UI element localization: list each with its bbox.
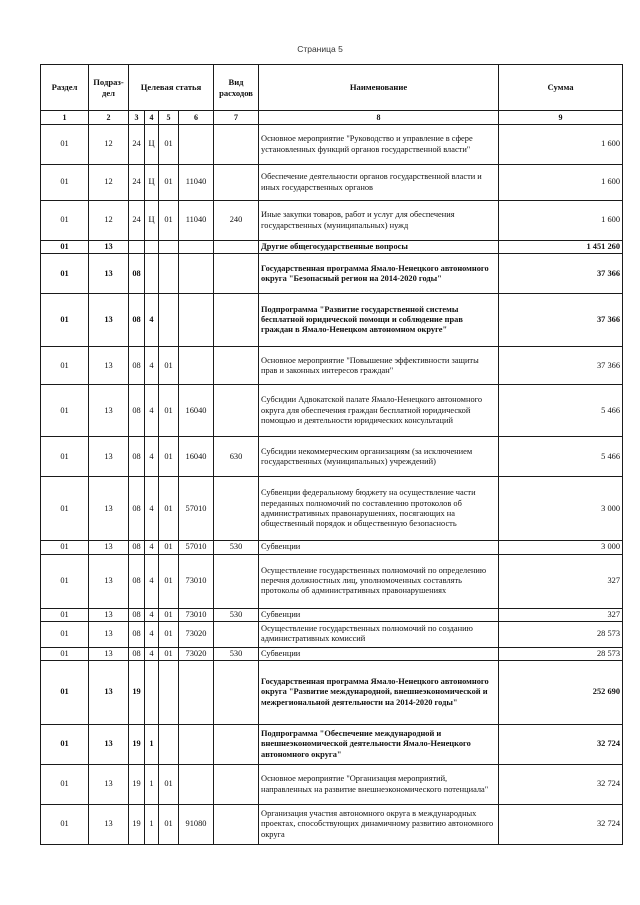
cell-razdel: 01 — [41, 437, 89, 477]
cell-expense-type — [214, 765, 259, 805]
cell-name: Другие общегосударственные вопросы — [259, 241, 499, 254]
cell-subprogram: 1 — [145, 805, 159, 845]
table-row — [41, 805, 623, 845]
cell-expense-type — [214, 554, 259, 608]
cell-razdel: 01 — [41, 647, 89, 660]
cell-program: 24 — [129, 125, 145, 165]
cell-razdel: 01 — [41, 385, 89, 437]
cell-subprogram: Ц — [145, 165, 159, 201]
cell-sum: 1 600 — [499, 201, 623, 241]
header-sum: Сумма — [499, 65, 623, 111]
cell-event: 01 — [159, 608, 179, 621]
cell-sum: 327 — [499, 608, 623, 621]
cell-program: 08 — [129, 385, 145, 437]
cell-name: Обеспечение деятельности органов государственной власти и иных государственных органов — [259, 165, 499, 201]
cell-event: 01 — [159, 437, 179, 477]
cell-sum: 3 000 — [499, 541, 623, 554]
table-row — [41, 437, 623, 477]
cell-subprogram: 4 — [145, 621, 159, 647]
cell-razdel: 01 — [41, 621, 89, 647]
cell-razdel: 01 — [41, 165, 89, 201]
column-number: 8 — [259, 111, 499, 125]
table-row — [41, 554, 623, 608]
cell-program — [129, 241, 145, 254]
cell-program: 08 — [129, 254, 145, 294]
cell-name: Субсидии Адвокатской палате Ямало-Ненецкого автономного округа для обеспечения граждан бесплатной юридической помощью и деятельности юридических консультаций — [259, 385, 499, 437]
column-number-row — [41, 111, 623, 125]
column-number: 7 — [214, 111, 259, 125]
cell-program: 08 — [129, 608, 145, 621]
cell-razdel: 01 — [41, 725, 89, 765]
cell-podrazdel: 13 — [89, 294, 129, 347]
cell-expense-type — [214, 165, 259, 201]
cell-expense-type — [214, 621, 259, 647]
cell-program: 08 — [129, 554, 145, 608]
cell-name: Субвенции — [259, 541, 499, 554]
cell-name: Основное мероприятие "Организация мероприятий, направленных на развитие внешнеэкономического потенциала" — [259, 765, 499, 805]
cell-name: Государственная программа Ямало-Ненецкого автономного округа "Развитие международной, внешнеэкономической и межрегиональной деятельности на 2014-2020 годы" — [259, 661, 499, 725]
cell-subprogram: 4 — [145, 477, 159, 541]
cell-event — [159, 661, 179, 725]
cell-sum: 1 600 — [499, 125, 623, 165]
cell-podrazdel: 12 — [89, 201, 129, 241]
cell-event: 01 — [159, 477, 179, 541]
table-row — [41, 725, 623, 765]
cell-direction: 91080 — [179, 805, 214, 845]
table-row — [41, 765, 623, 805]
cell-subprogram: 4 — [145, 608, 159, 621]
cell-podrazdel: 13 — [89, 437, 129, 477]
cell-event: 01 — [159, 201, 179, 241]
cell-program: 08 — [129, 347, 145, 385]
column-number: 4 — [145, 111, 159, 125]
cell-subprogram: 4 — [145, 294, 159, 347]
cell-expense-type — [214, 294, 259, 347]
cell-podrazdel: 13 — [89, 621, 129, 647]
cell-expense-type — [214, 254, 259, 294]
header-row — [41, 65, 623, 111]
cell-razdel: 01 — [41, 541, 89, 554]
cell-direction: 73010 — [179, 608, 214, 621]
cell-podrazdel: 13 — [89, 254, 129, 294]
cell-event: 01 — [159, 541, 179, 554]
cell-expense-type — [214, 125, 259, 165]
cell-name: Подпрограмма "Развитие государственной системы бесплатной юридической помощи и соблюдение прав граждан в Ямало-Ненецком автономном округе" — [259, 294, 499, 347]
cell-name: Государственная программа Ямало-Ненецкого автономного округа "Безопасный регион на 2014-2020 годы" — [259, 254, 499, 294]
cell-sum: 3 000 — [499, 477, 623, 541]
cell-event — [159, 241, 179, 254]
column-number: 9 — [499, 111, 623, 125]
cell-podrazdel: 12 — [89, 165, 129, 201]
cell-expense-type — [214, 385, 259, 437]
cell-event: 01 — [159, 385, 179, 437]
cell-subprogram: Ц — [145, 125, 159, 165]
cell-direction — [179, 125, 214, 165]
cell-program: 08 — [129, 647, 145, 660]
cell-name: Субсидии некоммерческим организациям (за исключением государственных (муниципальных) учреждений) — [259, 437, 499, 477]
cell-podrazdel: 13 — [89, 241, 129, 254]
cell-direction — [179, 725, 214, 765]
cell-sum: 5 466 — [499, 437, 623, 477]
cell-name: Подпрограмма "Обеспечение международной и внешнеэкономической деятельности Ямало-Ненецкого автономного округа" — [259, 725, 499, 765]
column-number: 1 — [41, 111, 89, 125]
cell-expense-type — [214, 477, 259, 541]
cell-podrazdel: 12 — [89, 125, 129, 165]
table-row — [41, 661, 623, 725]
cell-sum: 37 366 — [499, 294, 623, 347]
cell-razdel: 01 — [41, 294, 89, 347]
cell-name: Основное мероприятие "Повышение эффективности защиты прав и законных интересов граждан" — [259, 347, 499, 385]
cell-event: 01 — [159, 621, 179, 647]
cell-subprogram: 1 — [145, 765, 159, 805]
cell-program: 08 — [129, 477, 145, 541]
cell-expense-type: 530 — [214, 608, 259, 621]
cell-expense-type: 530 — [214, 647, 259, 660]
cell-event — [159, 294, 179, 347]
table-row — [41, 477, 623, 541]
cell-program: 19 — [129, 661, 145, 725]
table-row — [41, 125, 623, 165]
cell-direction — [179, 254, 214, 294]
cell-razdel: 01 — [41, 201, 89, 241]
cell-razdel: 01 — [41, 477, 89, 541]
cell-program: 08 — [129, 621, 145, 647]
cell-direction: 73020 — [179, 647, 214, 660]
cell-sum: 37 366 — [499, 347, 623, 385]
cell-subprogram — [145, 661, 159, 725]
cell-subprogram: 4 — [145, 437, 159, 477]
cell-program: 24 — [129, 201, 145, 241]
column-number: 2 — [89, 111, 129, 125]
table-row — [41, 385, 623, 437]
cell-sum: 1 600 — [499, 165, 623, 201]
cell-sum: 32 724 — [499, 805, 623, 845]
cell-sum: 252 690 — [499, 661, 623, 725]
header-name: Наименование — [259, 65, 499, 111]
cell-razdel: 01 — [41, 765, 89, 805]
table-row — [41, 254, 623, 294]
cell-name: Субвенции — [259, 647, 499, 660]
cell-event — [159, 725, 179, 765]
cell-direction — [179, 294, 214, 347]
table-row — [41, 241, 623, 254]
cell-direction: 57010 — [179, 477, 214, 541]
table-row — [41, 621, 623, 647]
cell-sum: 32 724 — [499, 725, 623, 765]
table-row — [41, 608, 623, 621]
cell-razdel: 01 — [41, 254, 89, 294]
cell-sum: 327 — [499, 554, 623, 608]
cell-direction: 73010 — [179, 554, 214, 608]
cell-direction — [179, 661, 214, 725]
cell-subprogram — [145, 241, 159, 254]
cell-subprogram: 4 — [145, 385, 159, 437]
cell-direction: 57010 — [179, 541, 214, 554]
cell-direction: 73020 — [179, 621, 214, 647]
cell-podrazdel: 13 — [89, 725, 129, 765]
page-label: Страница 5 — [297, 44, 343, 54]
cell-razdel: 01 — [41, 805, 89, 845]
cell-podrazdel: 13 — [89, 477, 129, 541]
cell-subprogram: 4 — [145, 647, 159, 660]
cell-razdel: 01 — [41, 241, 89, 254]
cell-event — [159, 254, 179, 294]
cell-name: Иные закупки товаров, работ и услуг для обеспечения государственных (муниципальных) нужд — [259, 201, 499, 241]
cell-event: 01 — [159, 805, 179, 845]
cell-podrazdel: 13 — [89, 805, 129, 845]
table-row — [41, 347, 623, 385]
cell-name: Субвенции федеральному бюджету на осуществление части переданных полномочий по составлению протоколов об административных правонарушениях, посягающих на общественный порядок и общественную безопасность — [259, 477, 499, 541]
cell-subprogram: 1 — [145, 725, 159, 765]
cell-podrazdel: 13 — [89, 541, 129, 554]
cell-name: Основное мероприятие "Руководство и управление в сфере установленных функций органов государственной власти" — [259, 125, 499, 165]
cell-sum: 1 451 260 — [499, 241, 623, 254]
cell-expense-type — [214, 805, 259, 845]
header-vid: Вид расходов — [214, 65, 259, 111]
cell-razdel: 01 — [41, 608, 89, 621]
column-number: 6 — [179, 111, 214, 125]
table-row — [41, 165, 623, 201]
cell-direction: 11040 — [179, 201, 214, 241]
cell-event: 01 — [159, 165, 179, 201]
cell-sum: 5 466 — [499, 385, 623, 437]
cell-event: 01 — [159, 765, 179, 805]
cell-razdel: 01 — [41, 554, 89, 608]
header-target: Целевая статья — [129, 65, 214, 111]
header-podrazdel: Подраз- дел — [89, 65, 129, 111]
budget-table — [40, 64, 623, 845]
cell-program: 08 — [129, 294, 145, 347]
cell-razdel: 01 — [41, 661, 89, 725]
cell-sum: 37 366 — [499, 254, 623, 294]
cell-razdel: 01 — [41, 125, 89, 165]
header-razdel: Раздел — [41, 65, 89, 111]
cell-direction: 11040 — [179, 165, 214, 201]
cell-razdel: 01 — [41, 347, 89, 385]
cell-podrazdel: 13 — [89, 554, 129, 608]
cell-event: 01 — [159, 347, 179, 385]
cell-name: Осуществление государственных полномочий по созданию административных комиссий — [259, 621, 499, 647]
cell-direction: 16040 — [179, 437, 214, 477]
cell-expense-type: 530 — [214, 541, 259, 554]
table-row — [41, 541, 623, 554]
cell-program: 24 — [129, 165, 145, 201]
cell-sum: 32 724 — [499, 765, 623, 805]
cell-direction — [179, 347, 214, 385]
cell-name: Субвенции — [259, 608, 499, 621]
cell-event: 01 — [159, 647, 179, 660]
cell-expense-type — [214, 347, 259, 385]
cell-subprogram — [145, 254, 159, 294]
table-row — [41, 201, 623, 241]
cell-program: 19 — [129, 805, 145, 845]
cell-program: 19 — [129, 765, 145, 805]
cell-sum: 28 573 — [499, 647, 623, 660]
cell-direction: 16040 — [179, 385, 214, 437]
cell-name: Осуществление государственных полномочий по определению перечня должностных лиц, уполномоченных составлять протоколы об административных правонарушениях — [259, 554, 499, 608]
cell-podrazdel: 13 — [89, 765, 129, 805]
column-number: 5 — [159, 111, 179, 125]
cell-podrazdel: 13 — [89, 385, 129, 437]
cell-expense-type — [214, 725, 259, 765]
cell-name: Организация участия автономного округа в международных проектах, способствующих динамичному развитию автономного округа — [259, 805, 499, 845]
cell-direction — [179, 765, 214, 805]
cell-sum: 28 573 — [499, 621, 623, 647]
cell-program: 08 — [129, 437, 145, 477]
cell-subprogram: 4 — [145, 554, 159, 608]
cell-program: 19 — [129, 725, 145, 765]
table-row — [41, 294, 623, 347]
table-row — [41, 647, 623, 660]
cell-event: 01 — [159, 554, 179, 608]
cell-podrazdel: 13 — [89, 647, 129, 660]
cell-podrazdel: 13 — [89, 661, 129, 725]
cell-podrazdel: 13 — [89, 347, 129, 385]
cell-subprogram: 4 — [145, 541, 159, 554]
cell-expense-type — [214, 241, 259, 254]
cell-subprogram: Ц — [145, 201, 159, 241]
cell-direction — [179, 241, 214, 254]
cell-program: 08 — [129, 541, 145, 554]
cell-subprogram: 4 — [145, 347, 159, 385]
cell-expense-type: 630 — [214, 437, 259, 477]
cell-podrazdel: 13 — [89, 608, 129, 621]
cell-expense-type: 240 — [214, 201, 259, 241]
cell-event: 01 — [159, 125, 179, 165]
cell-expense-type — [214, 661, 259, 725]
column-number: 3 — [129, 111, 145, 125]
